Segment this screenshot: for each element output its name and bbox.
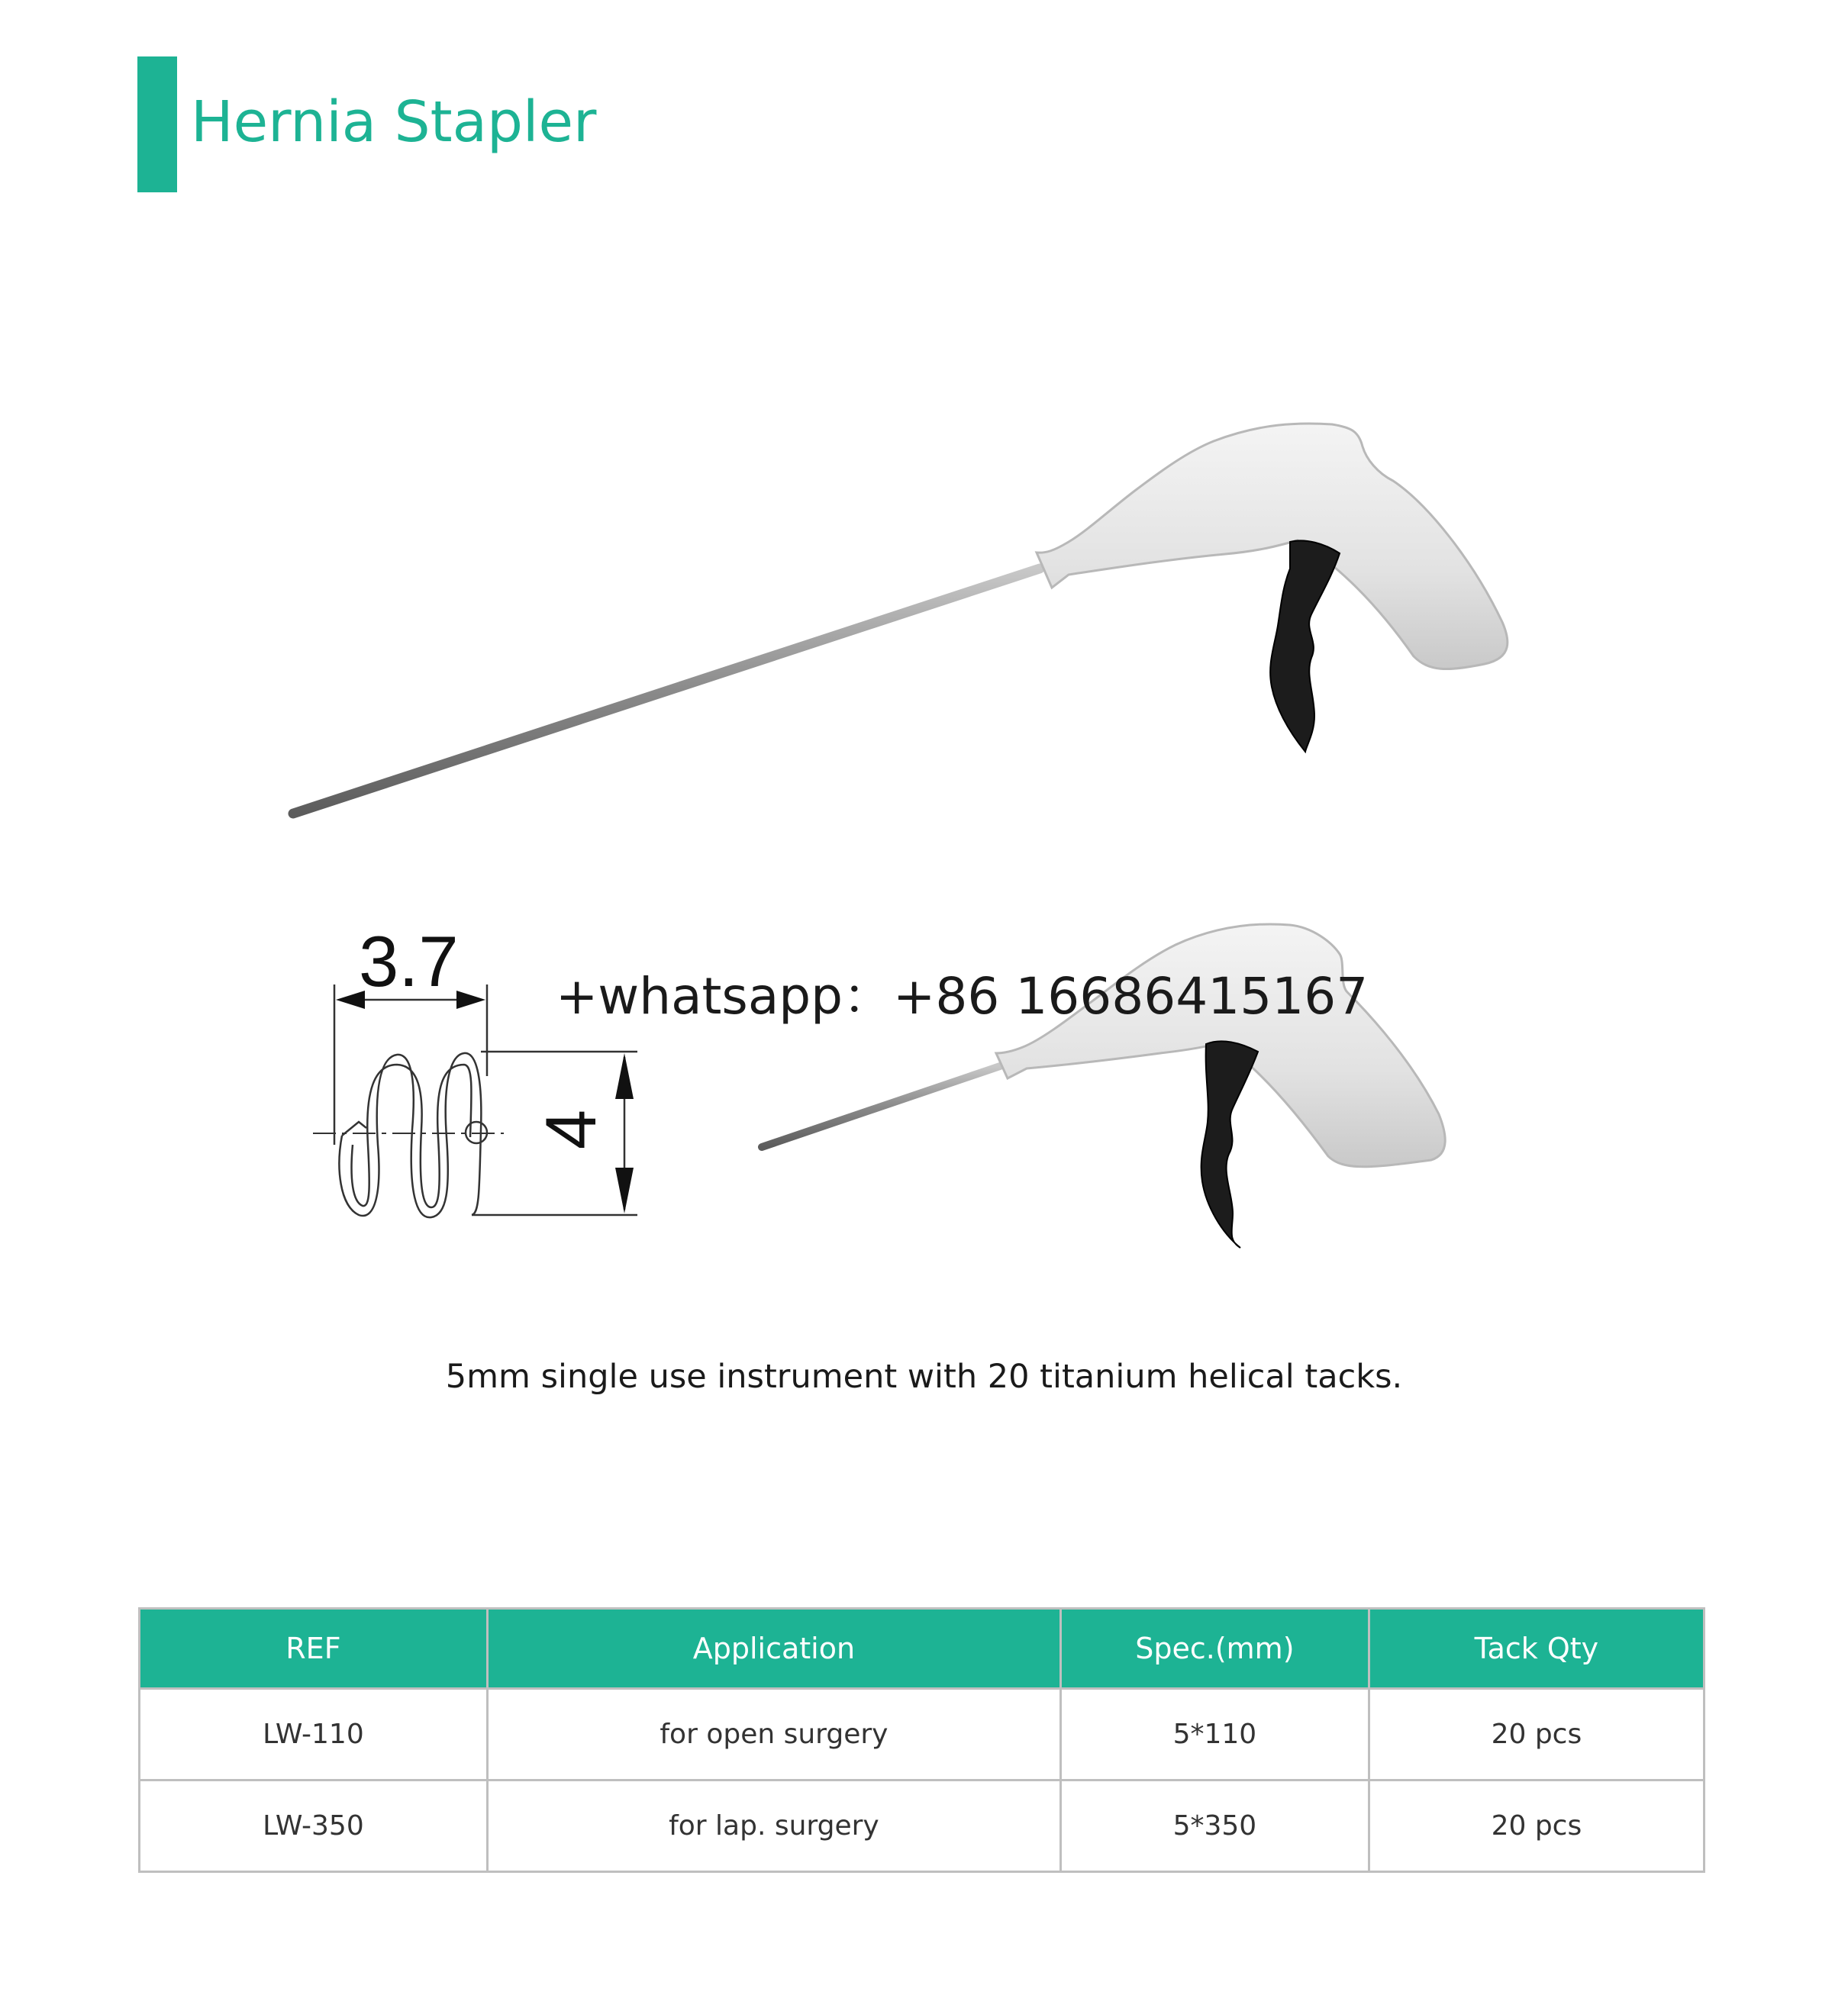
cell-application: for open surgery [487, 1689, 1060, 1780]
product-caption: 5mm single use instrument with 20 titanium helical tacks. [445, 1358, 1403, 1396]
col-header-application: Application [487, 1609, 1060, 1689]
whatsapp-overlay-text: +whatsapp：+86 16686415167 [556, 967, 1369, 1026]
table-row [140, 1780, 1704, 1872]
col-header-spec: Spec.(mm) [1060, 1609, 1369, 1689]
cell-application: for lap. surgery [487, 1780, 1060, 1872]
cell-ref: LW-110 [140, 1689, 488, 1780]
cell-ref: LW-350 [140, 1780, 488, 1872]
tack-width-label: 3.7 [359, 921, 459, 1001]
tack-height-label: 4 [531, 1109, 611, 1150]
cell-spec: 5*110 [1060, 1689, 1369, 1780]
spec-table [138, 1607, 1705, 1873]
cell-tack-qty: 20 pcs [1369, 1689, 1704, 1780]
table-header-row [140, 1609, 1704, 1689]
table-row [140, 1689, 1704, 1780]
cell-tack-qty: 20 pcs [1369, 1780, 1704, 1872]
hernia-stapler-long-shaft-icon [293, 424, 1508, 814]
page-title: Hernia Stapler [191, 89, 597, 155]
col-header-ref: REF [140, 1609, 488, 1689]
col-header-tack-qty: Tack Qty [1369, 1609, 1704, 1689]
cell-spec: 5*350 [1060, 1780, 1369, 1872]
